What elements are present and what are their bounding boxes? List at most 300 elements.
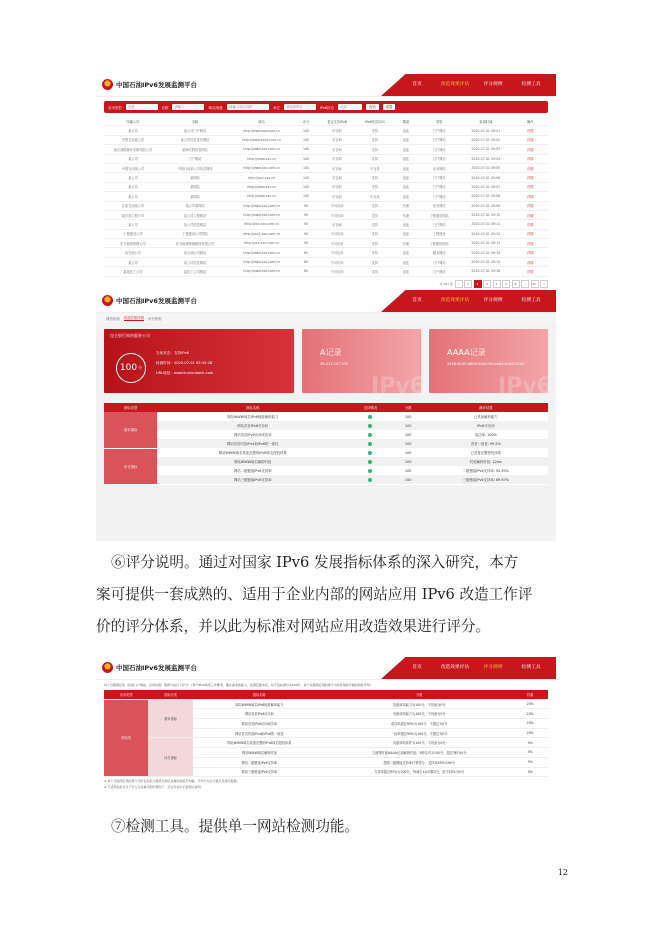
pagination-page[interactable]: › [540, 280, 548, 288]
table-cell: 支持 [357, 248, 393, 257]
indicator-name: 网站首页IPv6访问成功率 [233, 433, 272, 437]
platform-header [96, 657, 556, 680]
column-header: 分数 [393, 403, 424, 412]
indicator-name: 网站WWW域名IPv6地址解析能力 [227, 415, 279, 419]
indicator-result: 成功率: 100% [474, 433, 497, 437]
table-cell: 直连 [393, 248, 420, 257]
table-row [104, 154, 548, 163]
table-cell: http://www.xxx.com.cn [228, 210, 295, 219]
column-header: IPv6首页访问 [357, 117, 393, 126]
table-cell: 直连 [393, 257, 420, 266]
indicator-name: 网站首页IPv6可访问 [157, 421, 348, 430]
tab-site-check[interactable]: 网站检测 [106, 316, 120, 321]
petrochina-logo-icon [102, 295, 113, 306]
detail-tabs [96, 313, 556, 323]
check-dot-icon [368, 442, 372, 446]
weight: 20% [512, 709, 548, 719]
aaaa-record-value: 2408:8140:d800:4001:f4::ea84:b108:2223 [447, 362, 525, 366]
table-cell: 某化工公司网站 [162, 267, 229, 276]
table-cell: 可访问 [317, 135, 357, 144]
table-cell: 2020-07-01 09:01 [459, 126, 512, 135]
indicator-score: 100 [404, 432, 412, 437]
table-cell: 某石油公司 [104, 248, 162, 257]
reset-button[interactable]: 重置 [383, 104, 396, 110]
table-row [104, 430, 548, 439]
table-cell: 门户网站 [419, 154, 459, 163]
platform-title: 中国石油IPv6发展监测平台 [116, 297, 197, 305]
pagination-page[interactable]: 5 [502, 280, 510, 288]
indicator-category: 评分指标 [148, 738, 192, 777]
pagination-page[interactable]: 20 [531, 280, 539, 288]
table-cell: 某石油公司网站 [162, 248, 229, 257]
pagination-page[interactable]: 6 [512, 280, 520, 288]
a-record-card [302, 329, 425, 399]
table-cell: 80 [295, 267, 317, 276]
filter-ipv6-select[interactable]: 全部 [338, 104, 362, 110]
weight: 5% [512, 767, 548, 777]
table-cell: http://www.xxx.cn [228, 192, 295, 201]
detail-link[interactable]: 详情 [512, 248, 548, 257]
table-cell: 可访问 [317, 154, 357, 163]
check-dot-icon [368, 451, 372, 455]
table-cell: 门户网站 [419, 257, 459, 266]
table-cell: 直连 [393, 154, 420, 163]
support-cell [348, 439, 392, 448]
weight: 5% [512, 748, 548, 758]
indicator-name: 网站WWW域名解析时延 [157, 457, 348, 466]
table-cell: 某网站 [162, 192, 229, 201]
nav-home[interactable]: 首页 [412, 82, 422, 87]
nav-tools[interactable]: 检测工具 [521, 665, 541, 670]
table-cell: 2020-07-01 09:03 [459, 145, 512, 154]
table-cell: 2020-07-01 09:16 [459, 267, 512, 276]
paragraph-line: ⑥评分说明。通过对国家 IPv6 发展指标体系的深入研究，本方 [111, 554, 519, 571]
paragraph-scoring [96, 547, 556, 643]
table-cell: http://www.xxx.cn [228, 182, 295, 191]
a-record-value: 36.211.107.222 [320, 362, 349, 366]
column-header: 评分 [295, 117, 317, 126]
pagination-page[interactable]: ‹ [455, 280, 463, 288]
table-cell: 东方地球物理勘探有限公司 [162, 239, 229, 248]
table-cell: 直连 [393, 192, 420, 201]
table-cell: http://www.xxx.com.cn [228, 145, 295, 154]
platform-logo [102, 662, 197, 673]
table-cell: 某公司工程网站 [162, 210, 229, 219]
indicator-score: 100 [393, 475, 424, 484]
detail-link[interactable]: 详情 [512, 201, 548, 210]
filter-label: 域名/地址 [208, 105, 224, 110]
table-row [104, 220, 548, 229]
indicator-name: 网站三级链接IPv6支持率 [193, 767, 326, 777]
table-cell: 80 [295, 248, 317, 257]
table-cell: 业务网站 [419, 201, 459, 210]
platform-header [96, 74, 556, 97]
table-cell: 某网站 [162, 173, 229, 182]
nav-evaluation[interactable]: 改造效果评估 [440, 82, 470, 87]
check-dot-icon [368, 478, 372, 482]
column-header: 操作 [512, 117, 548, 126]
table-row [104, 421, 548, 430]
column-header: 指标名称 [193, 690, 326, 699]
table-cell: 服务网站 [419, 248, 459, 257]
tab-detail[interactable]: 改造效果详情 [123, 316, 144, 320]
pagination-total: 共 191 条 [439, 281, 453, 286]
page-number: 12 [557, 868, 568, 877]
table-row [104, 457, 548, 466]
nav-tools[interactable]: 检测工具 [521, 82, 541, 87]
aaaa-record-card [429, 329, 552, 399]
table-cell: 可访问 [317, 220, 357, 229]
table-cell: http://www.xxxx.com.cn [228, 135, 295, 144]
column-header: 指标分类 [148, 690, 192, 699]
table-cell: 可访问 [317, 126, 357, 135]
filter-label: 名称 [161, 105, 169, 110]
table-cell: 100 [295, 182, 317, 191]
detail-link[interactable]: 详情 [512, 239, 548, 248]
filter-name-input[interactable]: 请输入 [172, 104, 204, 110]
table-cell: 支持 [357, 201, 393, 210]
table-row [104, 173, 548, 182]
indicator-result: 二级链接IPv6支持率: 92.95% [462, 469, 509, 473]
table-row [104, 163, 548, 172]
table-cell: 支持 [357, 210, 393, 219]
table-cell: http://xxx.xxx.cn [228, 173, 295, 182]
table-cell: 2020-07-01 09:04 [459, 154, 512, 163]
support-cell [348, 466, 392, 475]
table-cell: 中国石油某公司 [104, 163, 162, 172]
nav-evaluation[interactable]: 改造效果评估 [440, 298, 470, 303]
site-url: URL地址：www.kunlunbank.com [156, 371, 214, 375]
table-cell: 某公司 [104, 220, 162, 229]
table-cell: 某公司 [104, 173, 162, 182]
table-cell: http://www.xxx.com.cn [228, 248, 295, 257]
table-cell: 2020-07-01 09:11 [459, 220, 512, 229]
petrochina-logo-icon [102, 79, 113, 90]
table-cell: 直连 [393, 229, 420, 238]
table-cell: http://www.xxx.com.cn [228, 201, 295, 210]
indicator-score: 100 [393, 457, 424, 466]
score-rule: 具备该项能力为100分，不具备为0分 [326, 699, 512, 709]
pagination-page[interactable]: 2 [474, 280, 482, 288]
indicator-name: 网站二级链接IPv6支持率 [193, 757, 326, 767]
table-cell: 某公司信息网站 [162, 257, 229, 266]
table-row [104, 145, 548, 154]
table-cell: 2020-07-01 09:15 [459, 257, 512, 266]
main-nav [398, 74, 550, 96]
score-rule: 支持率超过95%为100分，每减少1%扣除2分，低于50%为0分 [326, 767, 512, 777]
column-header: 分数 [326, 690, 512, 699]
paragraph-line: ⑦检测工具。提供单一网站检测功能。 [111, 818, 360, 835]
detail-link[interactable]: 详情 [512, 163, 548, 172]
table-cell: 2020-07-01 09:09 [459, 201, 512, 210]
table-cell: 2020-07-01 09:13 [459, 239, 512, 248]
table-cell: 工程建设 [419, 229, 459, 238]
filter-unit-select[interactable]: 请选择单位 [284, 104, 316, 110]
filter-bar [104, 101, 548, 113]
table-cell: 不支持 [357, 192, 393, 201]
table-cell: 门户网站 [162, 154, 229, 163]
table-row [104, 248, 548, 257]
filter-label: 单位 [273, 105, 280, 110]
indicator-name: 网站首页内容IPv4和IPv6的一致性 [193, 728, 326, 738]
table-row [104, 192, 548, 201]
indicator-score: 100 [393, 439, 424, 448]
table-cell: 可访问 [317, 145, 357, 154]
nav-home[interactable]: 首页 [412, 298, 422, 303]
table-cell: 2020-07-01 09:02 [459, 135, 512, 144]
indicator-result: 已具备解析能力 [473, 415, 498, 419]
indicator-score: 100 [404, 450, 412, 455]
screenshot-site-list [96, 74, 556, 286]
petrochina-logo-icon [102, 662, 113, 673]
check-dot-icon [368, 460, 372, 464]
table-cell: http://www.example.cn [228, 126, 295, 135]
table-cell: 90 [295, 220, 317, 229]
indicator-score: 100 [393, 421, 424, 430]
search-button[interactable]: 查询 [366, 104, 379, 110]
nav-home[interactable]: 首页 [412, 665, 422, 670]
table-cell: 2020-07-01 09:06 [459, 173, 512, 182]
table-row [104, 699, 548, 709]
platform-logo [102, 295, 197, 306]
indicator-result: 首页一致性: 99.5% [424, 439, 548, 448]
tab-rules[interactable]: 评分规则 [147, 316, 162, 321]
detail-link[interactable]: 详情 [512, 182, 548, 191]
table-cell: 支持 [357, 257, 393, 266]
detail-link[interactable]: 详情 [512, 229, 548, 238]
nav-rules[interactable]: 评分规则 [483, 665, 503, 670]
main-nav [398, 290, 550, 312]
table-cell: 门户网站 [419, 182, 459, 191]
a-record-title: A记录 [320, 348, 342, 357]
app-type-cell: 网站类 [104, 699, 148, 777]
table-cell: 不可访问 [317, 210, 357, 219]
pagination-page[interactable]: … [521, 280, 529, 288]
table-cell: http://xxx.xxx.com.cn [228, 239, 295, 248]
table-cell: 90 [295, 210, 317, 219]
score-rule: 立演等时延AAAA记录解析时延，3秒以内为100分，超过3秒为0分 [326, 748, 512, 758]
table-cell: 东方地球物理公司 [104, 239, 162, 248]
score-rule: 一致率超过95%为100分，不超过为0分 [326, 728, 512, 738]
score-value: 100 [119, 363, 138, 373]
indicator-result: IPv6可访问 [424, 421, 548, 430]
check-dot-icon [368, 424, 372, 428]
table-row [104, 439, 548, 448]
table-row [104, 210, 548, 219]
table-cell: http://www.xxx.cn [228, 154, 295, 163]
column-header: 支持情况 [348, 403, 392, 412]
ipv6-watermark: IPv6 [371, 374, 425, 399]
table-cell: 中国石油某公司信息网站 [162, 163, 229, 172]
table-cell: 某公司门户网站 [162, 126, 229, 135]
table-cell: 可访问 [317, 163, 357, 172]
indicator-category: 基本指标 [104, 412, 157, 448]
indicator-category: 基本指标 [148, 699, 192, 738]
rules-footnote: ※ 每个互联网应用的得分为所有指标分值乘以相应权重的加权平均数，平均分为总分数以及排行数据。 [104, 779, 240, 784]
column-header: 指标类型 [104, 403, 157, 412]
screenshot-scoring-rules [96, 657, 556, 789]
table-cell: 2020-07-01 09:12 [459, 229, 512, 238]
site-table-header [104, 117, 548, 126]
table-cell: 直连 [393, 182, 420, 191]
pagination-page[interactable]: 1 [464, 280, 472, 288]
paragraph-line: 价的评分体系，并以此为标准对网站应用改造效果进行评分。 [96, 618, 491, 635]
table-cell: 直连 [393, 145, 420, 154]
detail-link[interactable]: 详情 [512, 220, 548, 229]
weight: 20% [512, 728, 548, 738]
table-cell: 工程建设公司 [104, 229, 162, 238]
filter-app-type[interactable]: 全部 [126, 104, 158, 110]
table-cell: http://www.xxx.com.cn [228, 267, 295, 276]
table-cell: 正某石油某公司 [104, 201, 162, 210]
indicator-name: 网站WWW域名解析时延 [193, 748, 326, 758]
score-ring [116, 353, 146, 383]
column-header: 类型 [419, 117, 459, 126]
column-header: 是否支持IPv6 [317, 117, 357, 126]
indicator-table [104, 403, 548, 485]
table-cell: 直连 [393, 267, 420, 276]
table-cell: 某石油工程公司 [104, 210, 162, 219]
rules-note: 每个互联网应用（包括门户网站、应用系统）的得分由以下评分：（每个IPv6改造工作要考，要在基本的能力，在满足要求后，每个指标满分为100分，每个互联网应用的得分为所有指标分值的加权平均） [104, 683, 373, 687]
table-cell: 直连 [393, 135, 420, 144]
table-cell: 门户网站 [419, 126, 459, 135]
table-cell: 工程建设网站 [419, 210, 459, 219]
table-cell: 2020-07-01 09:14 [459, 248, 512, 257]
column-header: 权重 [512, 690, 548, 699]
indicator-name: 网站WWW域名具备完整的IPv6域名授权体系 [193, 738, 326, 748]
table-cell: 2020-07-01 09:05 [459, 163, 512, 172]
table-row [104, 135, 548, 144]
support-cell [348, 475, 392, 484]
column-header: 指标名称 [157, 403, 348, 412]
pagination-page[interactable]: 4 [493, 280, 501, 288]
table-cell: 支持 [357, 220, 393, 229]
check-dot-icon [368, 469, 372, 473]
filter-label: 应用类型 [108, 105, 122, 110]
table-row [104, 201, 548, 210]
check-dot-icon [368, 415, 372, 419]
score-unit: 分 [138, 365, 143, 370]
table-row [104, 239, 548, 248]
table-cell: 某石油勘探开发研究院公司 [104, 145, 162, 154]
support-cell [348, 430, 392, 439]
nav-rules[interactable]: 评分规则 [483, 82, 503, 87]
table-row [104, 267, 548, 276]
table-cell: 某公司 [104, 192, 162, 201]
table-cell: 工程建设网站 [419, 239, 459, 248]
table-cell: 80 [295, 257, 317, 266]
table-cell: 某公司 [104, 154, 162, 163]
table-cell: 支持 [357, 239, 393, 248]
table-cell: 100 [295, 154, 317, 163]
table-cell: 直连 [393, 163, 420, 172]
rules-table [104, 690, 548, 777]
detail-link[interactable]: 详情 [512, 192, 548, 201]
table-cell: 某公司 [104, 257, 162, 266]
detail-link[interactable]: 详情 [512, 257, 548, 266]
paragraph-line: 案可提供一套成熟的、适用于企业内部的网站应用 IPv6 改造工作评 [96, 586, 533, 603]
rules-footnote: ※ 不适用指标可以不计入总权重分配的情况下，应在评估中记录相关说明。 [104, 785, 204, 790]
detail-link[interactable]: 详情 [512, 126, 548, 135]
table-cell: 100 [295, 145, 317, 154]
weight: 20% [512, 719, 548, 729]
table-cell: 某研究院信息网站 [162, 145, 229, 154]
nav-rules[interactable]: 评分规则 [483, 298, 503, 303]
indicator-name: 网站首页IPv6可访问 [193, 709, 326, 719]
table-cell: 可访问 [317, 182, 357, 191]
detail-link[interactable]: 详情 [512, 267, 548, 276]
table-cell: 代理 [393, 201, 420, 210]
table-cell: 支持 [357, 154, 393, 163]
table-cell: 业务网站 [419, 163, 459, 172]
table-cell: 2020-07-01 09:10 [459, 210, 512, 219]
score-rule: 按照二级链接支持率计算得分，支持率95%为90分 [326, 757, 512, 767]
platform-logo [102, 79, 197, 90]
column-header: 应用类型 [104, 690, 148, 699]
platform-title: 中国石油IPv6发展监测平台 [116, 81, 197, 89]
table-cell: 支持 [357, 135, 393, 144]
weight: 5% [512, 738, 548, 748]
filter-domain-input[interactable]: 请输入域名或IP [227, 104, 269, 110]
table-cell: 门户网站 [419, 192, 459, 201]
indicator-name: 网站WWW域名具备完整的IPv6域名授权体系 [218, 451, 287, 455]
table-cell: 直连 [393, 126, 420, 135]
platform-header [96, 290, 556, 313]
table-cell: 某公司 [104, 182, 162, 191]
table-cell: 某公司某网站 [162, 201, 229, 210]
table-cell: 直连 [393, 173, 420, 182]
nav-tools[interactable]: 检测工具 [521, 298, 541, 303]
table-cell: 不可访问 [317, 201, 357, 210]
indicator-name: 网站首页内容IPv4和IPv6的一致性 [157, 439, 348, 448]
table-cell: 不支持 [357, 163, 393, 172]
support-cell [348, 421, 392, 430]
table-cell: 支持 [357, 229, 393, 238]
indicator-result: 三级链接IPv6支持率: 89.67% [424, 475, 548, 484]
table-cell: 某某化工公司 [104, 267, 162, 276]
table-cell: 支持 [357, 173, 393, 182]
indicator-name: 网站三级链接IPv6支持率 [157, 475, 348, 484]
table-cell: 100 [295, 135, 317, 144]
table-row [104, 448, 548, 457]
main-nav [398, 657, 550, 679]
screenshot-site-detail [96, 290, 556, 540]
rules-table-header [104, 690, 548, 699]
table-cell: 支持 [357, 182, 393, 191]
detail-link[interactable]: 详情 [512, 145, 548, 154]
table-cell: 可访问 [317, 192, 357, 201]
table-cell: http://www.xxx.com.cn [228, 163, 295, 172]
score-rule: 具备该项能力为100分，不具备为0分 [326, 709, 512, 719]
table-cell: 不可访问 [317, 229, 357, 238]
site-table [104, 117, 548, 277]
table-cell: 2020-07-01 09:07 [459, 182, 512, 191]
nav-evaluation[interactable]: 改造效果评估 [440, 665, 470, 670]
table-cell: 门户网站 [419, 135, 459, 144]
table-row [104, 182, 548, 191]
pagination-page[interactable]: 3 [483, 280, 491, 288]
support-cell [348, 412, 392, 421]
indicator-table-header [104, 403, 548, 412]
detail-link[interactable]: 详情 [512, 173, 548, 182]
table-cell: http://www.xxx.com.cn [228, 257, 295, 266]
detail-link[interactable]: 详情 [512, 135, 548, 144]
detail-link[interactable]: 详情 [512, 154, 548, 163]
table-row [104, 475, 548, 484]
indicator-name: 网站首页IPv6访问成功率 [193, 719, 326, 729]
detail-link[interactable]: 详情 [512, 210, 548, 219]
column-header: 所属公司 [104, 117, 162, 126]
